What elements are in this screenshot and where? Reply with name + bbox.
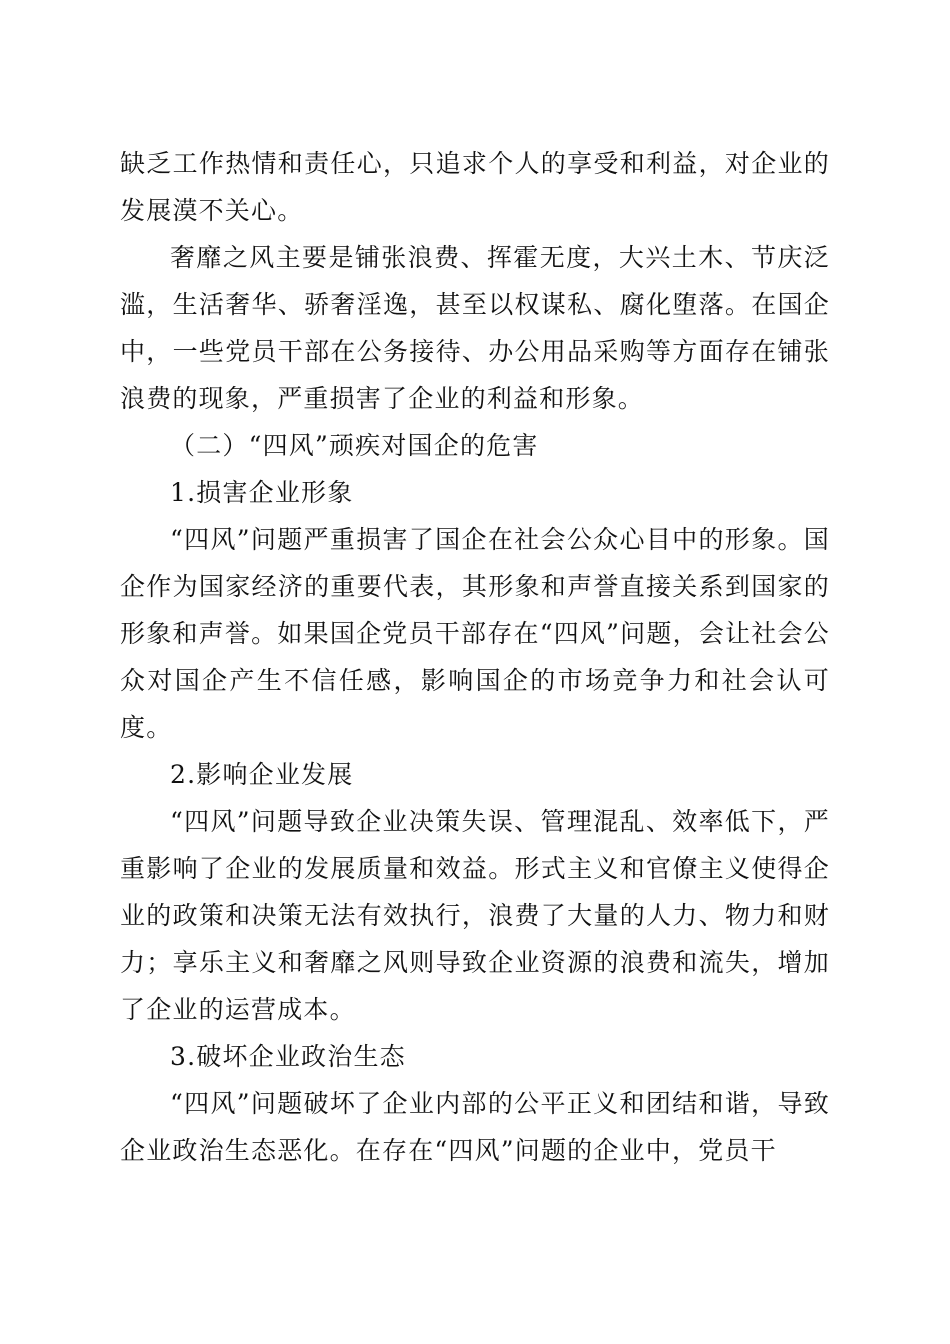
section-heading: （二）“四风”顽疾对国企的危害 xyxy=(170,431,539,460)
item-3-title: 3.破坏企业政治生态 xyxy=(170,1042,406,1071)
paragraph-continuation: 缺乏工作热情和责任心，只追求个人的享受和利益，对企业的发展漠不关心。 xyxy=(120,149,830,225)
item-1-title: 1.损害企业形象 xyxy=(170,478,354,507)
item-3-body: “四风”问题破坏了企业内部的公平正义和团结和谐，导致企业政治生态恶化。在存在“四风”问题的企业中，党员干 xyxy=(120,1089,830,1165)
item-1-body: “四风”问题严重损害了国企在社会公众心目中的形象。国企作为国家经济的重要代表，其形象和声誉直接关系到国家的形象和声誉。如果国企党员干部存在“四风”问题，会让社会公众对国企产生不信任感，影响国企的市场竞争力和社会认可度。 xyxy=(120,525,830,742)
document-body xyxy=(120,140,830,1174)
paragraph-extravagance: 奢靡之风主要是铺张浪费、挥霍无度，大兴土木、节庆泛滥，生活奢华、骄奢淫逸，甚至以权谋私、腐化堕落。在国企中，一些党员干部在公务接待、办公用品采购等方面存在铺张浪费的现象，严重损害了企业的利益和形象。 xyxy=(120,243,830,413)
item-2-title: 2.影响企业发展 xyxy=(170,760,354,789)
item-2-body: “四风”问题导致企业决策失误、管理混乱、效率低下，严重影响了企业的发展质量和效益。形式主义和官僚主义使得企业的政策和决策无法有效执行，浪费了大量的人力、物力和财力；享乐主义和奢靡之风则导致企业资源的浪费和流失，增加了企业的运营成本。 xyxy=(120,807,830,1024)
